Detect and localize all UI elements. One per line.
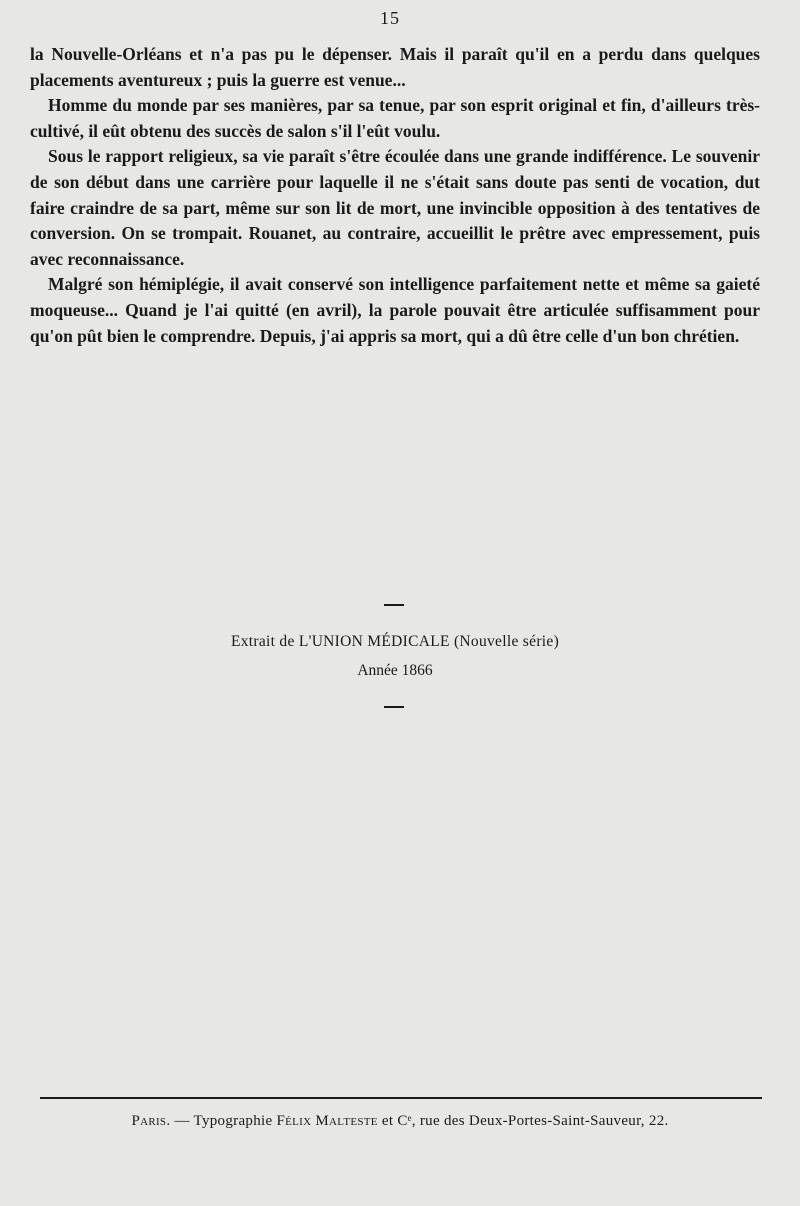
paragraph: Malgré son hémiplégie, il avait conservé son intelligence parfaitement nette et même sa gaieté moqueuse... Quand je l'ai quitté (en avril), la parole pouvait être articulée suffisamment pour qu'on pût bien le comprendre. Depuis, j'ai appris sa mort, qui a dû être celle d'un bon chrétien. bbox=[30, 274, 760, 346]
paragraph: Homme du monde par ses manières, par sa tenue, par son esprit original et fin, d'ailleurs très-cultivé, il eût obtenu des succès de salon s'il l'eût voulu. bbox=[30, 95, 760, 141]
paragraph: la Nouvelle-Orléans et n'a pas pu le dépenser. Mais il paraît qu'il en a perdu dans quelques placements aventureux ; puis la guerre est venue... bbox=[30, 44, 760, 90]
page-number: 15 bbox=[380, 8, 400, 28]
extract-prefix: Extrait de L' bbox=[230, 633, 312, 650]
divider-bottom bbox=[384, 706, 404, 708]
printer-imprint bbox=[0, 1113, 800, 1130]
body-text bbox=[30, 42, 760, 349]
extract-note bbox=[0, 633, 790, 651]
imprint-text: — Typographie bbox=[170, 1113, 277, 1129]
extract-suffix: (Nouvelle série) bbox=[449, 633, 560, 650]
imprint-address: et Cᵉ, rue des Deux-Portes-Saint-Sauveur, 22. bbox=[377, 1113, 669, 1129]
imprint-city: Paris. bbox=[131, 1113, 171, 1129]
imprint-printer: Félix Malteste bbox=[276, 1113, 378, 1129]
paragraph: Sous le rapport religieux, sa vie paraît s'être écoulée dans une grande indifférence. Le souvenir de son début dans une carrière pour laquelle il ne s'était sans doute pas senti de vocation, dut faire craindre de sa part, même sur son lit de mort, une invincible opposition à des tentatives de conversion. On se trompait. Rouanet, au contraire, accueillit le prêtre avec empressement, puis avec reconnaissance. bbox=[30, 146, 760, 269]
journal-name: UNION MÉDICALE bbox=[311, 633, 450, 650]
footer-rule bbox=[40, 1097, 762, 1099]
extract-year: Année 1866 bbox=[357, 662, 433, 679]
divider-top bbox=[384, 604, 404, 606]
